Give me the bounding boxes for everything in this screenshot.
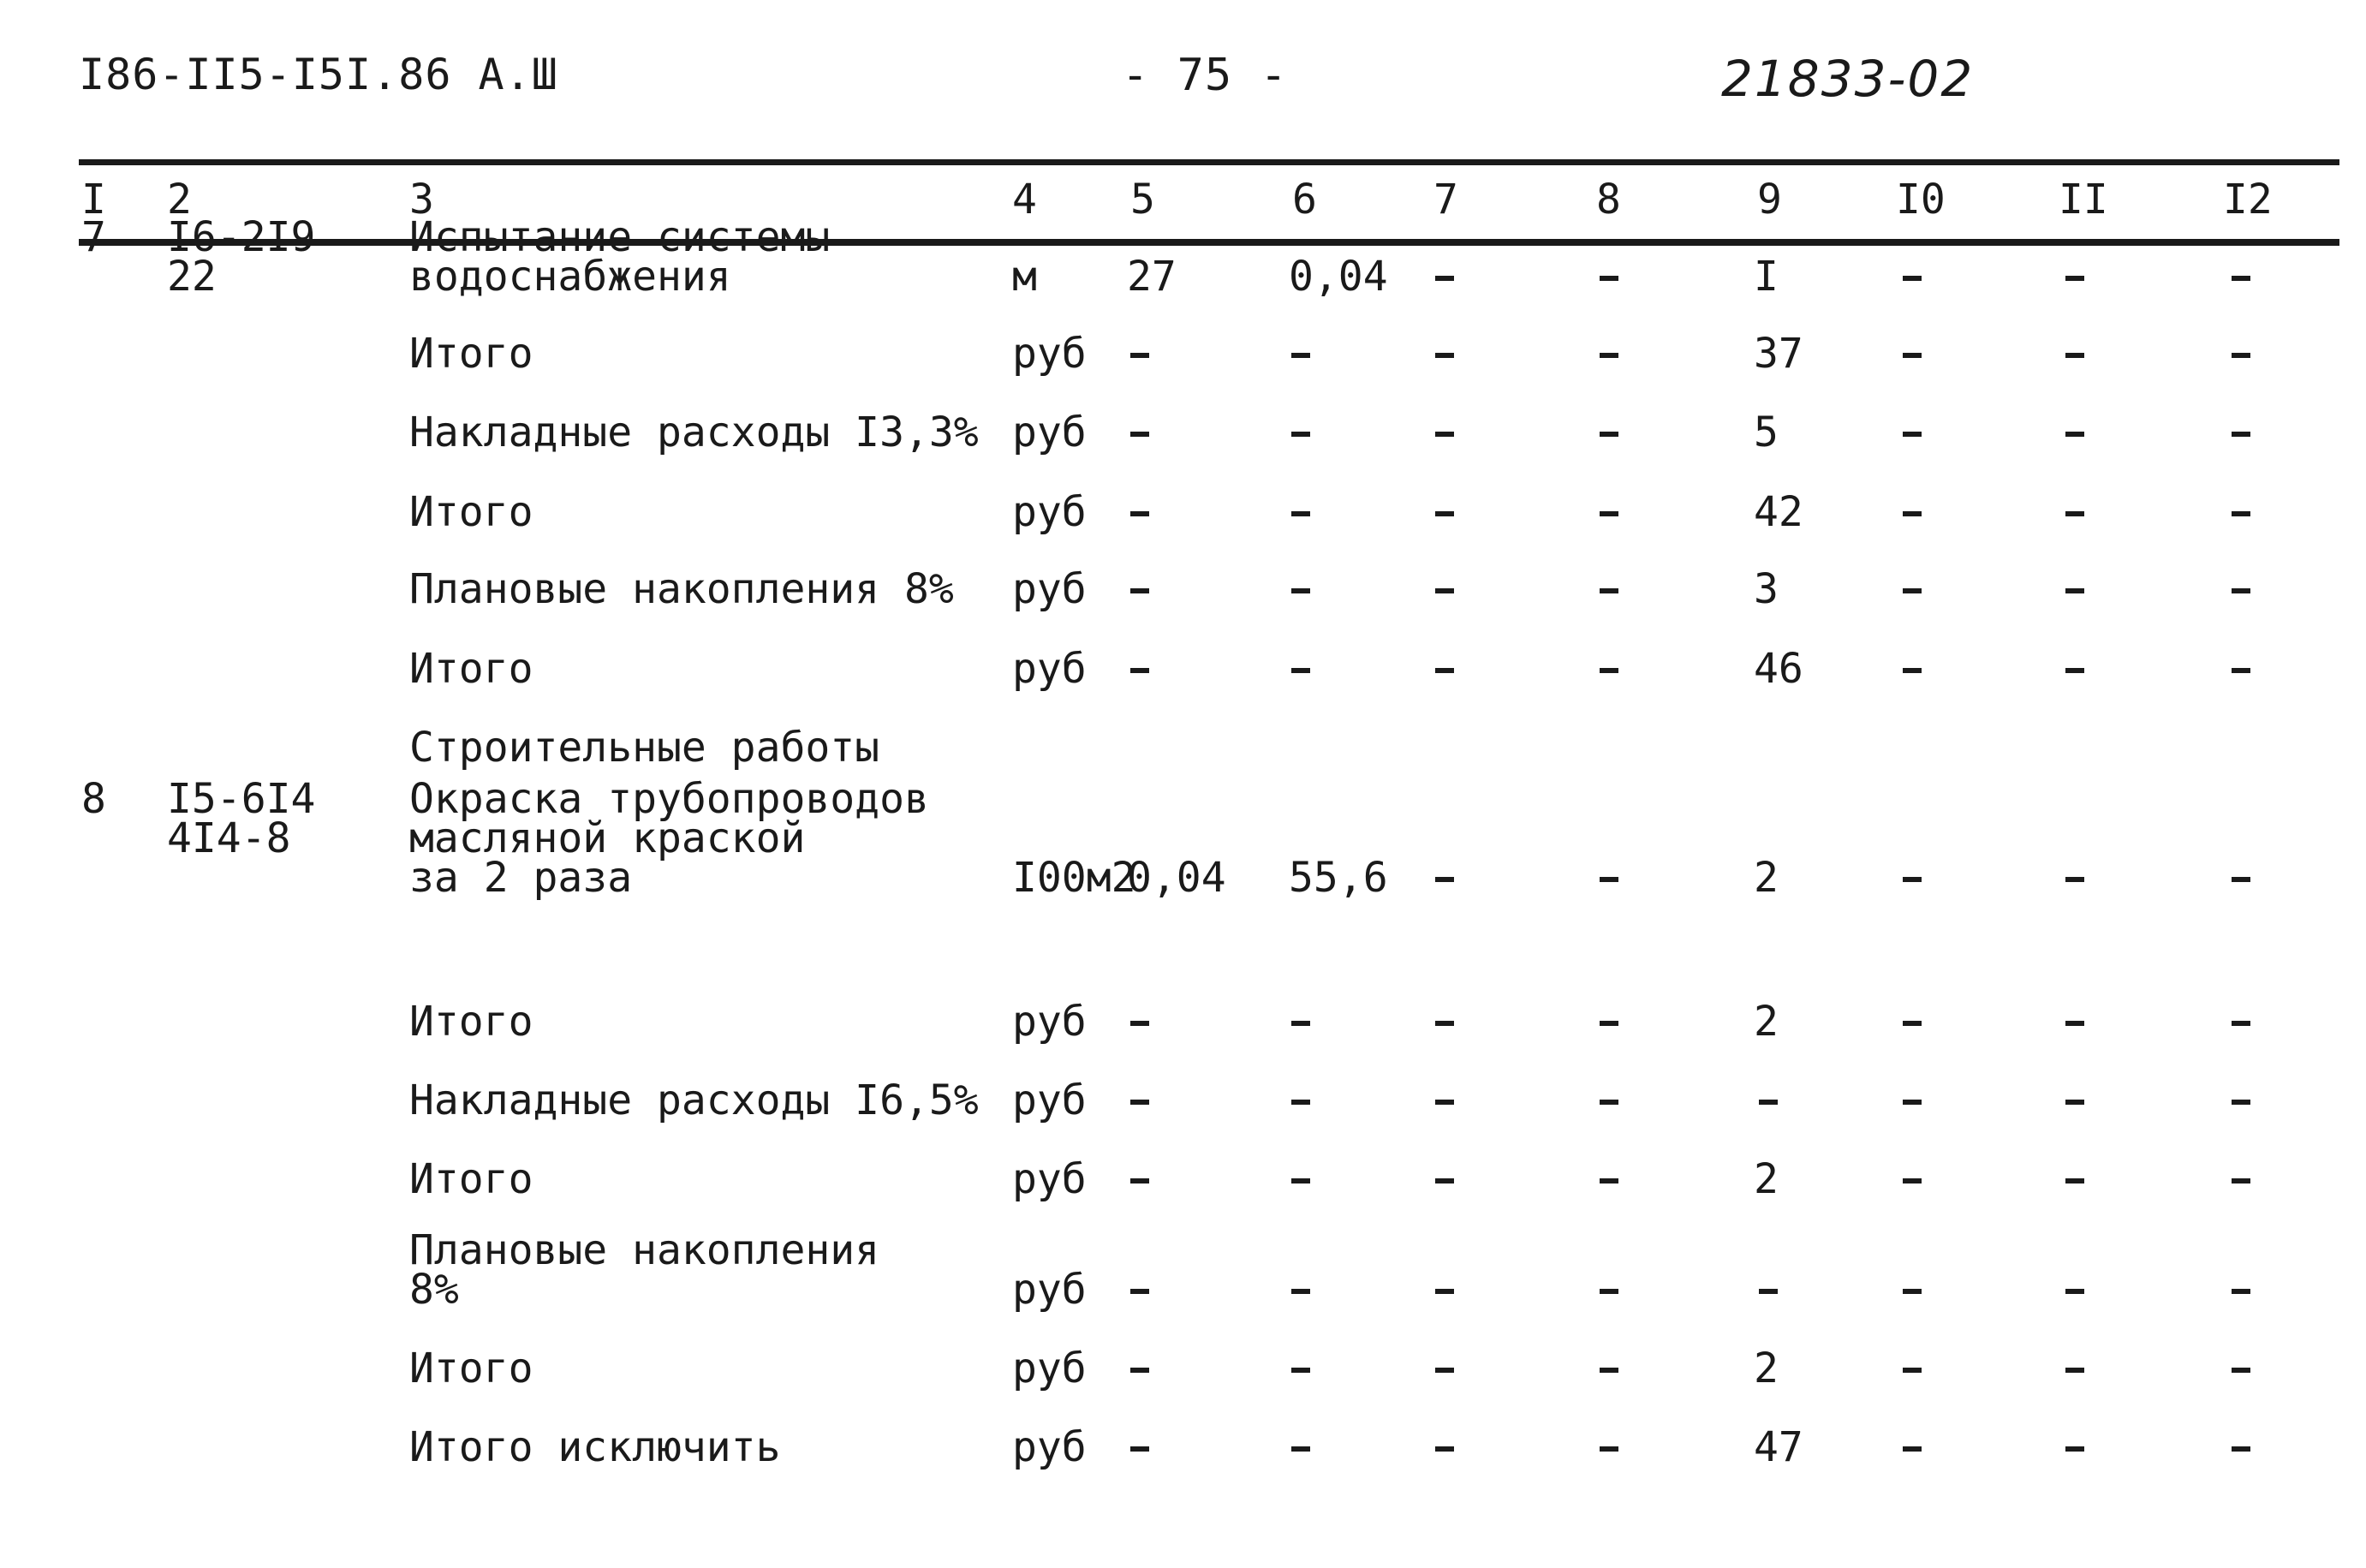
empty-value-dash [1903,1100,1922,1105]
empty-value-dash [2065,588,2084,593]
column-header-6: 6 [1292,176,1317,224]
empty-value-dash [1903,1021,1922,1026]
cell-c9: I [1754,253,1779,301]
empty-value-dash [1600,432,1618,437]
cell-c9: 47 [1754,1423,1803,1471]
column-header-10: I0 [1896,176,1946,224]
empty-value-dash [1600,1021,1618,1026]
empty-value-dash [1903,877,1922,882]
empty-value-dash [2232,1446,2250,1452]
column-header-5: 5 [1130,176,1155,224]
column-header-2: 2 [167,176,192,224]
cell-c9: 2 [1754,998,1779,1046]
empty-value-dash [1600,588,1618,593]
empty-value-dash [1291,1446,1310,1452]
page-number: - 75 - [1122,50,1288,101]
empty-value-dash [2065,1368,2084,1373]
cell-num: 7 [81,213,106,261]
empty-value-dash [1600,511,1618,516]
column-header-12: I2 [2223,176,2273,224]
column-header-4: 4 [1012,176,1037,224]
empty-value-dash [2065,432,2084,437]
empty-value-dash [2232,511,2250,516]
empty-value-dash [2065,1178,2084,1183]
empty-value-dash [1903,1178,1922,1183]
sheet-code: 21833-02 [1721,50,1975,108]
empty-value-dash [2232,1289,2250,1294]
cell-unit: руб [1012,1344,1087,1392]
empty-value-dash [2232,1021,2250,1026]
empty-value-dash [1435,588,1454,593]
empty-value-dash [1435,511,1454,516]
cell-c5: 0,04 [1127,854,1226,902]
cell-desc: Итого [409,1155,533,1203]
cell-unit: I00м2 [1012,854,1136,902]
empty-value-dash [1291,668,1310,673]
column-header-11: II [2059,176,2108,224]
empty-value-dash [1903,353,1922,358]
empty-value-dash [1435,1021,1454,1026]
empty-value-dash [1130,1446,1149,1452]
cell-c9: 42 [1754,488,1803,536]
empty-value-dash [1130,432,1149,437]
empty-value-dash [1130,1368,1149,1373]
empty-value-dash [2065,511,2084,516]
column-header-8: 8 [1596,176,1621,224]
empty-value-dash [1903,668,1922,673]
empty-value-dash [2232,588,2250,593]
cell-desc: Итого [409,488,533,536]
empty-value-dash [1435,668,1454,673]
empty-value-dash [2232,1100,2250,1105]
cell-desc: Итого [409,1344,533,1392]
empty-value-dash [1600,1289,1618,1294]
empty-value-dash [1903,276,1922,281]
cell-unit: руб [1012,1155,1087,1203]
empty-value-dash [1435,1368,1454,1373]
empty-value-dash [1435,877,1454,882]
empty-value-dash [1435,1178,1454,1183]
empty-value-dash [2232,668,2250,673]
cell-c9: 2 [1754,1155,1779,1203]
empty-value-dash [2232,877,2250,882]
empty-value-dash [1903,432,1922,437]
table-top-rule [79,159,2339,165]
cell-desc: Итого [409,998,533,1046]
empty-value-dash [1435,276,1454,281]
empty-value-dash [1600,276,1618,281]
empty-value-dash [1291,1021,1310,1026]
empty-value-dash [1600,1100,1618,1105]
document-code: I86-II5-I5I.86 А.Ш [79,50,558,99]
cell-desc: Испытание системы водоснабжения [409,213,831,301]
empty-value-dash [2065,276,2084,281]
column-header-3: 3 [409,176,434,224]
empty-value-dash [1130,1178,1149,1183]
empty-value-dash [1435,353,1454,358]
cell-code: I6-2I9 22 [167,213,316,301]
empty-value-dash [1435,1289,1454,1294]
cell-c9: 3 [1754,565,1779,613]
cell-desc: Итого [409,645,533,693]
cell-unit: руб [1012,1076,1087,1124]
cell-c6: 55,6 [1289,854,1388,902]
empty-value-dash [1130,1100,1149,1105]
cell-unit: руб [1012,1423,1087,1471]
empty-value-dash [1291,1178,1310,1183]
empty-value-dash [1759,1289,1778,1294]
empty-value-dash [1903,1289,1922,1294]
empty-value-dash [1291,1289,1310,1294]
cell-c9: 37 [1754,330,1803,378]
cell-unit: руб [1012,1266,1087,1314]
empty-value-dash [1291,432,1310,437]
empty-value-dash [1130,511,1149,516]
cell-num: 8 [81,775,106,823]
cell-unit: руб [1012,488,1087,536]
cell-c9: 2 [1754,1344,1779,1392]
empty-value-dash [1435,432,1454,437]
cell-desc: Накладные расходы I3,3% [409,408,979,456]
cell-c6: 0,04 [1289,253,1388,301]
empty-value-dash [1759,1100,1778,1105]
cell-c9: 2 [1754,854,1779,902]
cell-c9: 46 [1754,645,1803,693]
empty-value-dash [1291,511,1310,516]
cell-desc: Строительные работы [409,724,880,772]
empty-value-dash [1291,588,1310,593]
empty-value-dash [1130,1021,1149,1026]
empty-value-dash [1130,1289,1149,1294]
empty-value-dash [2065,668,2084,673]
empty-value-dash [1130,353,1149,358]
cell-desc: Окраска трубопроводов масляной краской за 2 раза [409,775,929,902]
empty-value-dash [2065,1289,2084,1294]
column-header-9: 9 [1757,176,1782,224]
empty-value-dash [2232,353,2250,358]
cell-unit: руб [1012,998,1087,1046]
empty-value-dash [2065,877,2084,882]
empty-value-dash [2232,276,2250,281]
empty-value-dash [1600,353,1618,358]
empty-value-dash [1130,668,1149,673]
empty-value-dash [1435,1446,1454,1452]
empty-value-dash [1903,1368,1922,1373]
empty-value-dash [2065,1100,2084,1105]
empty-value-dash [1600,877,1618,882]
cell-c9: 5 [1754,408,1779,456]
empty-value-dash [2232,432,2250,437]
cell-code: I5-6I4 4I4-8 [167,775,316,862]
cell-desc: Итого исключить [409,1423,781,1471]
empty-value-dash [1291,1100,1310,1105]
cell-desc: Плановые накопления 8% [409,565,954,613]
empty-value-dash [2065,353,2084,358]
column-header-7: 7 [1433,176,1458,224]
cell-unit: руб [1012,645,1087,693]
cell-unit: руб [1012,408,1087,456]
empty-value-dash [1130,588,1149,593]
empty-value-dash [1903,511,1922,516]
empty-value-dash [2065,1446,2084,1452]
empty-value-dash [2232,1178,2250,1183]
cell-unit: м [1012,253,1037,301]
empty-value-dash [1600,1368,1618,1373]
cell-desc: Плановые накопления 8% [409,1226,880,1314]
empty-value-dash [1600,1446,1618,1452]
empty-value-dash [1903,1446,1922,1452]
cell-desc: Накладные расходы I6,5% [409,1076,979,1124]
cell-unit: руб [1012,565,1087,613]
empty-value-dash [2232,1368,2250,1373]
column-header-1: I [81,176,106,224]
cell-c5: 27 [1127,253,1177,301]
empty-value-dash [1291,353,1310,358]
empty-value-dash [1291,1368,1310,1373]
empty-value-dash [1600,668,1618,673]
cell-desc: Итого [409,330,533,378]
empty-value-dash [1435,1100,1454,1105]
cell-unit: руб [1012,330,1087,378]
empty-value-dash [2065,1021,2084,1026]
empty-value-dash [1600,1178,1618,1183]
empty-value-dash [1903,588,1922,593]
